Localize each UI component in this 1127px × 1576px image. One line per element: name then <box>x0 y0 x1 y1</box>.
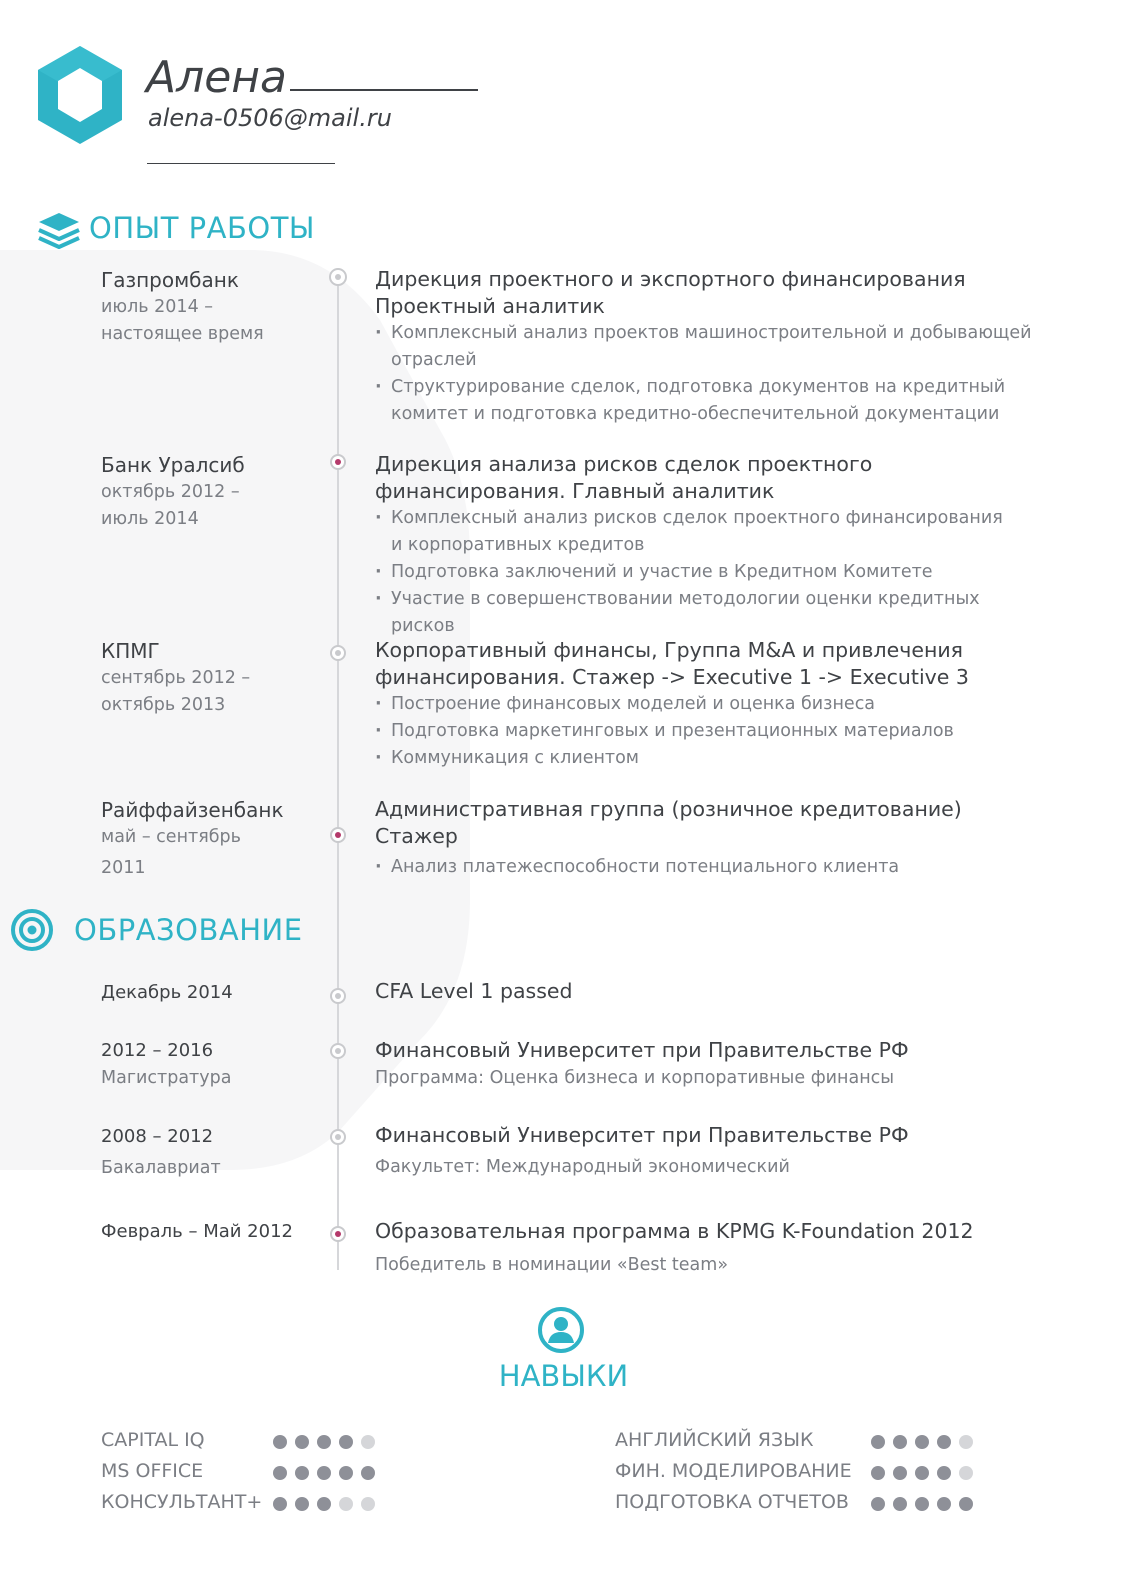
skill-dot-filled <box>893 1435 907 1449</box>
name-underline <box>290 89 478 91</box>
education-details <box>375 978 1075 1005</box>
skill-rating <box>871 1465 981 1479</box>
skill-dot-filled <box>295 1435 309 1449</box>
job-title: финансирования. Главный аналитик <box>375 479 775 503</box>
skills-section-title: НАВЫКИ <box>498 1359 629 1393</box>
job-period: октябрь 2013 <box>101 695 226 715</box>
candidate-email[interactable]: alena-0506@mail.ru <box>148 104 392 132</box>
candidate-name: Алена <box>146 52 288 103</box>
skill-rating <box>871 1496 981 1510</box>
skill-dot-filled <box>937 1466 951 1480</box>
education-section-title: ОБРАЗОВАНИЕ <box>74 913 303 947</box>
company-name: КПМГ <box>101 639 160 663</box>
duty-item: · Анализ платежеспособности потенциального клиента <box>375 854 1075 881</box>
education-level: Магистратура <box>101 1068 232 1088</box>
education-title: CFA Level 1 passed <box>375 979 573 1003</box>
skill-dot-filled <box>871 1435 885 1449</box>
education-meta <box>101 1123 316 1182</box>
education-date: Февраль – Май 2012 <box>101 1221 293 1242</box>
job-details <box>375 266 1075 428</box>
duty-item: · Построение финансовых моделей и оценка бизнеса <box>375 691 1075 718</box>
experience-section-title: ОПЫТ РАБОТЫ <box>89 211 316 245</box>
education-detail: Победитель в номинации «Best team» <box>375 1255 729 1275</box>
skill-dot-filled <box>339 1466 353 1480</box>
skill-dot-filled <box>339 1435 353 1449</box>
job-duties <box>375 854 1075 881</box>
timeline-dot <box>330 645 346 661</box>
education-detail: Программа: Оценка бизнеса и корпоративные финансы <box>375 1068 895 1088</box>
skill-dot-filled <box>295 1466 309 1480</box>
education-details <box>375 1037 1075 1092</box>
job-meta <box>101 266 316 348</box>
skill-label: MS OFFICE <box>101 1460 204 1482</box>
job-title: финансирования. Стажер -> Executive 1 -> Executive 3 <box>375 665 969 689</box>
company-name: Райффайзенбанк <box>101 798 284 822</box>
job-period: 2011 <box>101 858 146 878</box>
timeline-dot <box>330 1043 346 1059</box>
job-period: настоящее время <box>101 324 264 344</box>
job-duties <box>375 691 1075 772</box>
email-underline <box>147 163 335 164</box>
skill-dot-empty <box>361 1435 375 1449</box>
skill-label: ФИН. МОДЕЛИРОВАНИЕ <box>615 1460 852 1482</box>
job-period: июль 2014 – <box>101 297 214 317</box>
skill-dot-filled <box>915 1466 929 1480</box>
timeline-dot <box>330 988 346 1004</box>
skill-rating <box>273 1434 383 1448</box>
skill-dot-filled <box>273 1466 287 1480</box>
skill-label: CAPITAL IQ <box>101 1429 205 1451</box>
education-meta <box>101 1037 316 1092</box>
education-details <box>375 1218 1075 1279</box>
skill-dot-filled <box>937 1497 951 1511</box>
timeline-dot <box>329 268 347 286</box>
job-details <box>375 637 1075 772</box>
skill-label: ПОДГОТОВКА ОТЧЕТОВ <box>615 1491 849 1513</box>
education-date: Декабрь 2014 <box>101 982 233 1003</box>
job-meta <box>101 796 316 882</box>
education-level: Бакалавриат <box>101 1158 221 1178</box>
timeline-line <box>337 270 339 1270</box>
skills-left-labels <box>101 1425 262 1518</box>
skill-dot-empty <box>959 1466 973 1480</box>
education-title: Образовательная программа в KPMG K-Foundation 2012 <box>375 1219 974 1243</box>
hexagon-icon <box>32 42 128 148</box>
skills-left-ratings <box>273 1434 383 1510</box>
duty-item: · Комплексный анализ рисков сделок проектного финансирования и корпоративных кредитов <box>375 505 1015 559</box>
job-period: октябрь 2012 – <box>101 482 240 502</box>
skill-dot-filled <box>273 1497 287 1511</box>
duty-item: · Структурирование сделок, подготовка документов на кредитный комитет и подготовка кредитно-обеспечительной документации <box>375 374 1035 428</box>
job-period: июль 2014 <box>101 509 199 529</box>
education-meta <box>101 1218 316 1246</box>
company-name: Газпромбанк <box>101 268 239 292</box>
skill-dot-filled <box>317 1466 331 1480</box>
skill-dot-filled <box>273 1435 287 1449</box>
skill-dot-empty <box>339 1497 353 1511</box>
job-duties <box>375 320 1035 428</box>
skill-label: АНГЛИЙСКИЙ ЯЗЫК <box>615 1429 814 1451</box>
duty-item: · Участие в совершенствовании методологии оценки кредитных рисков <box>375 586 1015 640</box>
skills-right-ratings <box>871 1434 981 1510</box>
job-details <box>375 796 1075 881</box>
duty-item: · Комплексный анализ проектов машиностроительной и добывающей отраслей <box>375 320 1035 374</box>
skill-dot-filled <box>871 1466 885 1480</box>
user-icon <box>538 1307 584 1353</box>
education-date: 2008 – 2012 <box>101 1126 214 1147</box>
job-title: Дирекция анализа рисков сделок проектного <box>375 452 873 476</box>
skill-dot-filled <box>937 1435 951 1449</box>
skill-rating <box>273 1496 383 1510</box>
skill-dot-filled <box>959 1497 973 1511</box>
education-title: Финансовый Университет при Правительстве РФ <box>375 1123 909 1147</box>
skill-dot-filled <box>295 1497 309 1511</box>
target-icon <box>10 908 54 952</box>
job-details <box>375 451 1075 640</box>
job-title: Административная группа (розничное кредитование) <box>375 797 962 821</box>
job-meta <box>101 451 316 533</box>
job-duties <box>375 505 1015 640</box>
skill-rating <box>871 1434 981 1448</box>
job-title: Стажер <box>375 824 458 848</box>
skill-dot-filled <box>361 1466 375 1480</box>
duty-item: · Подготовка заключений и участие в Кредитном Комитете <box>375 559 1015 586</box>
skill-label: КОНСУЛЬТАНТ+ <box>101 1491 263 1513</box>
skill-dot-filled <box>915 1435 929 1449</box>
education-meta <box>101 979 316 1007</box>
timeline-dot-highlighted <box>330 1226 346 1242</box>
job-period: май – сентябрь <box>101 827 241 847</box>
education-date: 2012 – 2016 <box>101 1040 214 1061</box>
job-title: Корпоративный финансы, Группа M&A и привлечения <box>375 638 964 662</box>
education-title: Финансовый Университет при Правительстве РФ <box>375 1038 909 1062</box>
skill-rating <box>273 1465 383 1479</box>
skill-dot-filled <box>317 1435 331 1449</box>
timeline-dot-highlighted <box>330 454 346 470</box>
skill-dot-filled <box>871 1497 885 1511</box>
duty-item: · Коммуникация с клиентом <box>375 745 1075 772</box>
timeline-dot <box>330 1129 346 1145</box>
skill-dot-filled <box>915 1497 929 1511</box>
education-detail: Факультет: Международный экономический <box>375 1157 790 1177</box>
layers-icon <box>37 211 81 249</box>
job-title: Дирекция проектного и экспортного финансирования <box>375 267 966 291</box>
skills-right-labels <box>615 1425 852 1518</box>
skill-dot-empty <box>959 1435 973 1449</box>
duty-item: · Подготовка маркетинговых и презентационных материалов <box>375 718 1075 745</box>
job-period: сентябрь 2012 – <box>101 668 251 688</box>
job-title: Проектный аналитик <box>375 294 605 318</box>
skill-dot-filled <box>893 1466 907 1480</box>
skill-dot-filled <box>317 1497 331 1511</box>
company-name: Банк Уралсиб <box>101 453 245 477</box>
timeline-dot-highlighted <box>330 827 346 843</box>
job-meta <box>101 637 316 719</box>
education-details <box>375 1122 1075 1181</box>
skill-dot-filled <box>893 1497 907 1511</box>
skill-dot-empty <box>361 1497 375 1511</box>
